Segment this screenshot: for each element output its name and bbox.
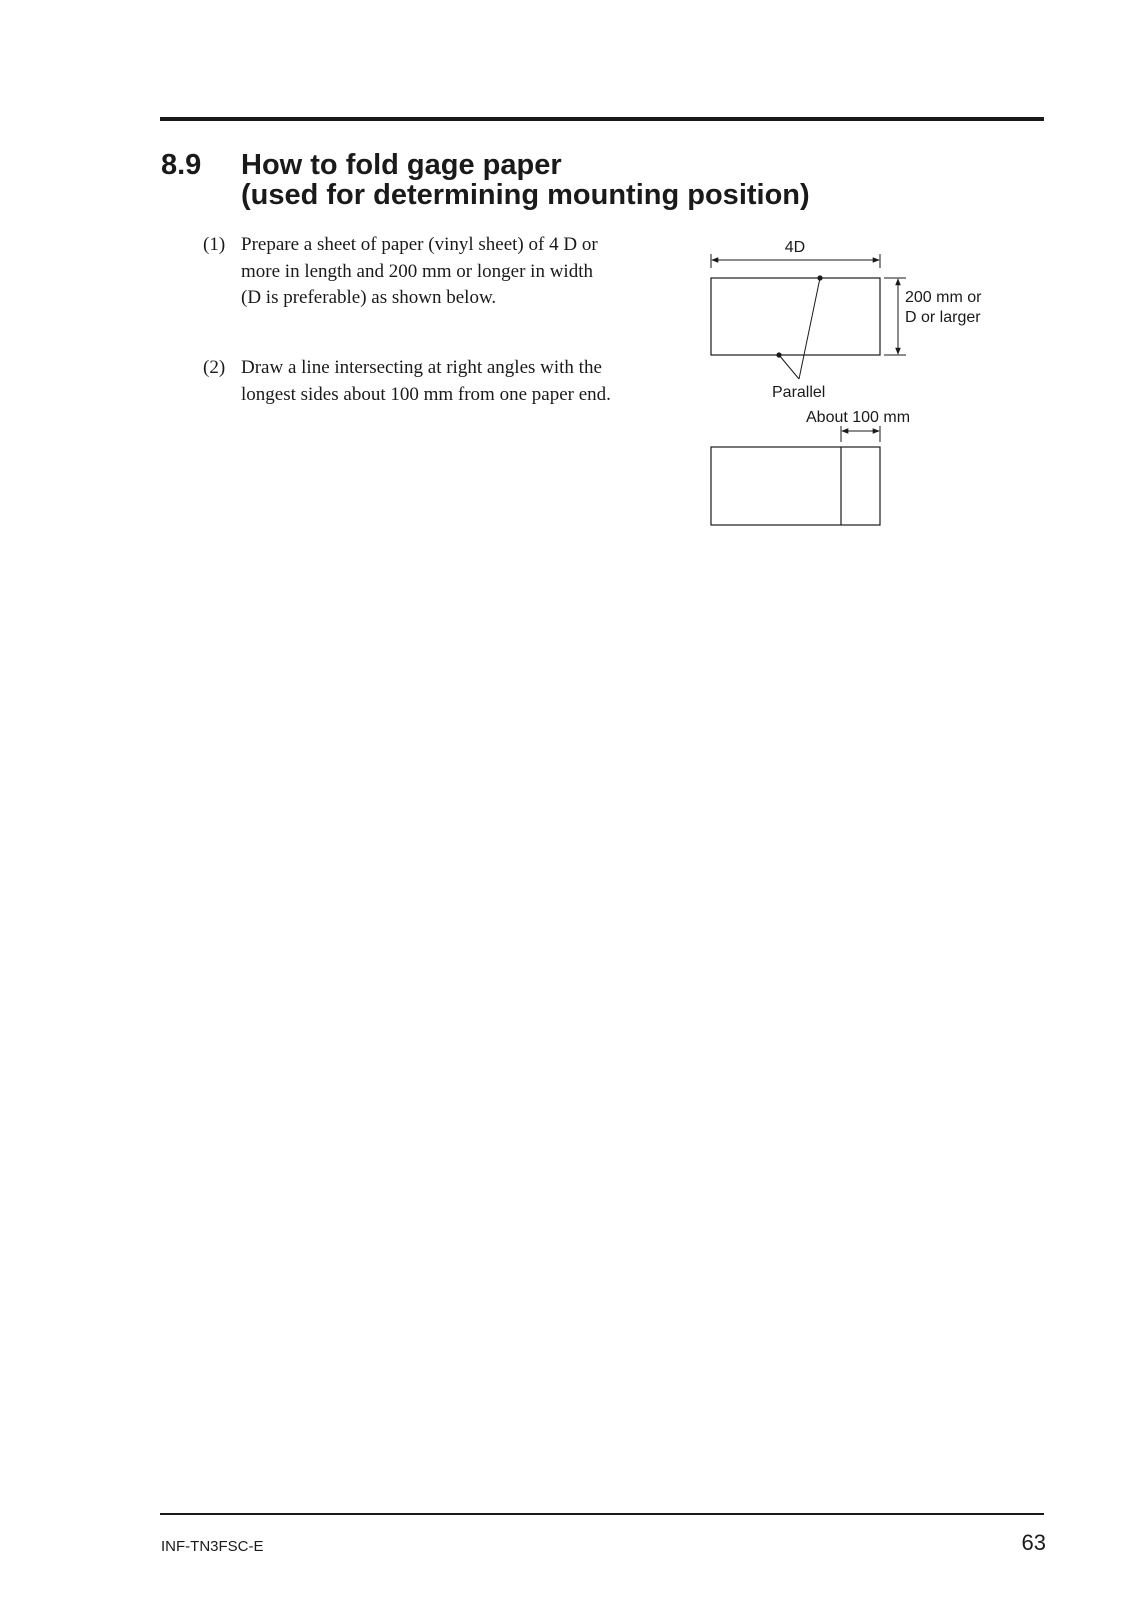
paper-sheet-with-line (711, 447, 880, 525)
step-text (241, 232, 661, 312)
section-title-line-1: How to fold gage paper (241, 149, 562, 181)
width-label-line-1: 200 mm or (905, 289, 982, 306)
step-line: more in length and 200 mm or longer in width (241, 260, 593, 282)
step-line: (D is preferable) as shown below. (241, 287, 497, 308)
step-line: Prepare a sheet of paper (vinyl sheet) of 4 D or (241, 234, 598, 255)
header-rule (160, 117, 1044, 121)
fold-diagram (700, 230, 1020, 540)
section-title (241, 150, 810, 210)
document-code: INF-TN3FSC-E (161, 1538, 264, 1555)
offset-label: About 100 mm (806, 409, 911, 426)
section-number: 8.9 (161, 149, 202, 181)
paper-sheet (711, 278, 880, 355)
parallel-leader-bottom (779, 355, 799, 379)
step-text (241, 355, 661, 408)
width-label-line-2: D or larger (905, 309, 981, 326)
length-label: 4D (784, 239, 806, 256)
step-number: (1) (203, 234, 226, 255)
step-number: (2) (203, 357, 226, 378)
footer-rule (160, 1513, 1044, 1515)
section-title-line-2: (used for determining mounting position) (241, 179, 810, 211)
page-number: 63 (1021, 1530, 1046, 1555)
parallel-label: Parallel (772, 384, 826, 401)
step-line: longest sides about 100 mm from one paper end. (241, 383, 611, 405)
parallel-leader-top (799, 278, 820, 379)
step-line: Draw a line intersecting at right angles with the (241, 357, 602, 378)
